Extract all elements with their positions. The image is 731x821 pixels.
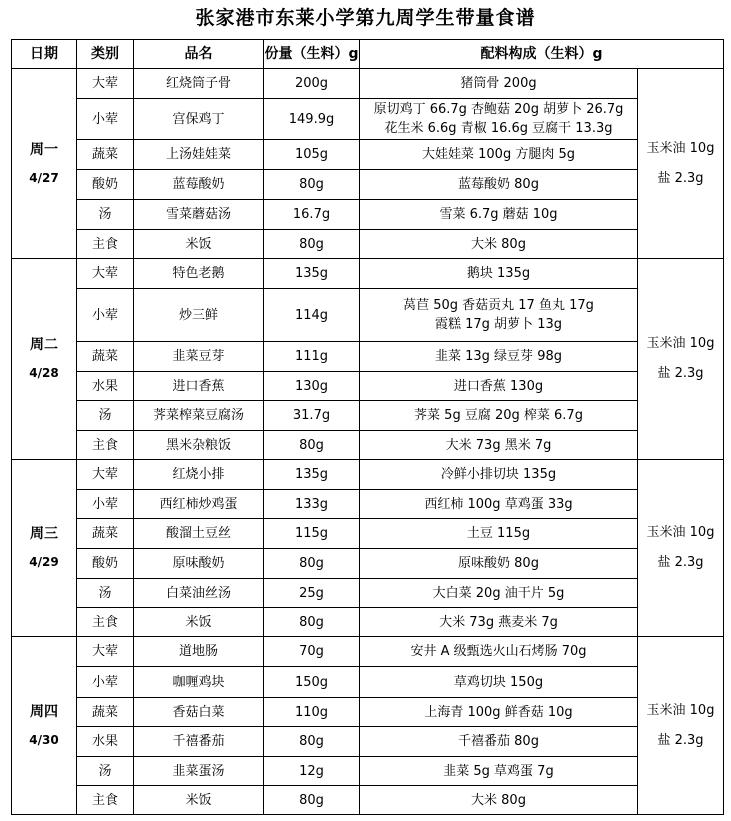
ingredients-cell: [360, 99, 638, 140]
portion-cell: 200g: [264, 69, 360, 99]
ingredients-cell: [360, 372, 638, 401]
category-cell: 酸奶: [77, 170, 134, 200]
table-row: [12, 786, 724, 815]
table-row: [12, 727, 724, 757]
day-name: 周一: [30, 141, 58, 158]
category-cell: 大荤: [77, 69, 134, 99]
ingredients-cell: [360, 667, 638, 698]
table-row: [12, 431, 724, 460]
day-name: 周四: [30, 703, 58, 720]
portion-cell: 80g: [264, 170, 360, 200]
category-cell: 酸奶: [77, 549, 134, 579]
ingredient-line: 土豆 115g: [466, 526, 531, 541]
ingredient-line: 大白菜 20g 油干片 5g: [432, 585, 565, 601]
category-cell: 主食: [77, 230, 134, 259]
table-row: [12, 579, 724, 608]
dish-cell: 红烧小排: [134, 460, 264, 490]
portion-cell: 135g: [264, 259, 360, 289]
seasoning-cell: [638, 460, 724, 637]
portion-cell: 80g: [264, 431, 360, 460]
portion-cell: 80g: [264, 230, 360, 259]
category-cell: 蔬菜: [77, 698, 134, 727]
header-date: 日期: [12, 40, 77, 69]
ingredient-line: 莴苣 50g 香菇贡丸 17 鱼丸 17g: [403, 298, 594, 313]
category-cell: 汤: [77, 401, 134, 431]
ingredients-cell: [360, 170, 638, 200]
ingredients-cell: [360, 401, 638, 431]
ingredient-line: 安井 A 级甄选火山石烤肠 70g: [410, 644, 587, 659]
table-row: [12, 289, 724, 342]
salt-amount: 盐 2.3g: [657, 170, 704, 186]
ingredient-line: 霞糕 17g 胡萝卜 13g: [435, 317, 562, 332]
category-cell: 蔬菜: [77, 140, 134, 170]
table-row: [12, 608, 724, 637]
ingredient-line: 原切鸡丁 66.7g 杏鲍菇 20g 胡萝卜 26.7g: [373, 102, 624, 117]
portion-cell: 115g: [264, 519, 360, 549]
category-cell: 小荤: [77, 490, 134, 519]
ingredients-cell: [360, 786, 638, 815]
dish-cell: 米饭: [134, 608, 264, 637]
ingredients-cell: [360, 727, 638, 757]
ingredient-line: 大娃娃菜 100g 方腿肉 5g: [422, 147, 575, 162]
category-cell: 主食: [77, 431, 134, 460]
category-cell: 汤: [77, 579, 134, 608]
salt-amount: 盐 2.3g: [657, 366, 704, 381]
dish-cell: 白菜油丝汤: [134, 579, 264, 608]
category-cell: 主食: [77, 786, 134, 815]
oil-amount: 玉米油 10g: [646, 336, 715, 351]
table-row: [12, 757, 724, 786]
ingredient-line: 草鸡切块 150g: [453, 674, 544, 690]
category-cell: 蔬菜: [77, 342, 134, 372]
portion-cell: 105g: [264, 140, 360, 170]
table-row: [12, 490, 724, 519]
table-row: [12, 230, 724, 259]
portion-cell: 150g: [264, 667, 360, 698]
ingredient-line: 进口香蕉 130g: [453, 378, 544, 394]
ingredients-cell: [360, 431, 638, 460]
portion-cell: 80g: [264, 727, 360, 757]
dish-cell: 荠菜榨菜豆腐汤: [134, 401, 264, 431]
ingredient-line: 大米 80g: [471, 792, 526, 808]
ingredient-line: 荠菜 5g 豆腐 20g 榨菜 6.7g: [414, 408, 583, 423]
portion-cell: 111g: [264, 342, 360, 372]
day-cell: [12, 69, 77, 259]
portion-cell: 80g: [264, 786, 360, 815]
dish-cell: 咖喱鸡块: [134, 667, 264, 698]
dish-cell: 千禧番茄: [134, 727, 264, 757]
table-row: [12, 667, 724, 698]
ingredients-cell: [360, 140, 638, 170]
seasoning-cell: [638, 259, 724, 460]
portion-cell: 16.7g: [264, 200, 360, 230]
ingredients-cell: [360, 549, 638, 579]
portion-cell: 12g: [264, 757, 360, 786]
ingredients-cell: [360, 579, 638, 608]
category-cell: 主食: [77, 608, 134, 637]
table-row: [12, 99, 724, 140]
header-dish: 品名: [134, 40, 264, 69]
day-name: 周三: [30, 526, 58, 542]
ingredients-cell: [360, 342, 638, 372]
oil-amount: 玉米油 10g: [646, 140, 715, 156]
ingredient-line: 花生米 6.6g 青椒 16.6g 豆腐干 13.3g: [384, 121, 613, 136]
dish-cell: 特色老鹅: [134, 259, 264, 289]
category-cell: 蔬菜: [77, 519, 134, 549]
ingredient-line: 冷鲜小排切块 135g: [440, 467, 557, 482]
dish-cell: 炒三鲜: [134, 289, 264, 342]
seasoning-cell: [638, 637, 724, 815]
ingredients-cell: [360, 289, 638, 342]
category-cell: 大荤: [77, 460, 134, 490]
table-row: [12, 140, 724, 170]
dish-cell: 米饭: [134, 786, 264, 815]
ingredients-cell: [360, 608, 638, 637]
dish-cell: 米饭: [134, 230, 264, 259]
dish-cell: 酸溜土豆丝: [134, 519, 264, 549]
ingredients-cell: [360, 698, 638, 727]
portion-cell: 70g: [264, 637, 360, 667]
seasoning-cell: [638, 69, 724, 259]
ingredients-cell: [360, 230, 638, 259]
portion-cell: 80g: [264, 608, 360, 637]
header-category: 类别: [77, 40, 134, 69]
dish-cell: 黑米杂粮饭: [134, 431, 264, 460]
dish-cell: 道地肠: [134, 637, 264, 667]
header-row: [12, 40, 724, 69]
ingredient-line: 大米 80g: [471, 236, 526, 252]
ingredient-line: 西红柿 100g 草鸡蛋 33g: [424, 496, 573, 512]
table-row: [12, 69, 724, 99]
table-row: [12, 637, 724, 667]
salt-amount: 盐 2.3g: [657, 732, 704, 748]
ingredients-cell: [360, 637, 638, 667]
category-cell: 水果: [77, 727, 134, 757]
dish-cell: 原味酸奶: [134, 549, 264, 579]
dish-cell: 韭菜蛋汤: [134, 757, 264, 786]
category-cell: 大荤: [77, 259, 134, 289]
dish-cell: 蓝莓酸奶: [134, 170, 264, 200]
portion-cell: 149.9g: [264, 99, 360, 140]
day-date: 4/29: [29, 555, 59, 569]
day-name: 周二: [30, 337, 58, 353]
ingredient-line: 韭菜 5g 草鸡蛋 7g: [443, 763, 554, 779]
ingredient-line: 大米 73g 黑米 7g: [445, 437, 552, 453]
table-row: [12, 401, 724, 431]
ingredients-cell: [360, 490, 638, 519]
category-cell: 小荤: [77, 99, 134, 140]
portion-cell: 133g: [264, 490, 360, 519]
day-date: 4/27: [29, 170, 59, 185]
table-row: [12, 170, 724, 200]
day-cell: [12, 637, 77, 815]
ingredients-cell: [360, 69, 638, 99]
portion-cell: 31.7g: [264, 401, 360, 431]
dish-cell: 宫保鸡丁: [134, 99, 264, 140]
day-cell: [12, 460, 77, 637]
category-cell: 小荤: [77, 289, 134, 342]
table-row: [12, 698, 724, 727]
category-cell: 汤: [77, 757, 134, 786]
page-title: 张家港市东莱小学第九周学生带量食谱: [195, 7, 536, 29]
category-cell: 汤: [77, 200, 134, 230]
ingredient-line: 大米 73g 燕麦米 7g: [439, 614, 558, 630]
portion-cell: 130g: [264, 372, 360, 401]
day-date: 4/28: [29, 366, 59, 380]
table-row: [12, 460, 724, 490]
dish-cell: 西红柿炒鸡蛋: [134, 490, 264, 519]
portion-cell: 135g: [264, 460, 360, 490]
ingredients-cell: [360, 460, 638, 490]
dish-cell: 香菇白菜: [134, 698, 264, 727]
category-cell: 水果: [77, 372, 134, 401]
table-row: [12, 372, 724, 401]
table-row: [12, 342, 724, 372]
dish-cell: 雪菜蘑菇汤: [134, 200, 264, 230]
ingredient-line: 千禧番茄 80g: [458, 734, 539, 749]
category-cell: 大荤: [77, 637, 134, 667]
ingredient-line: 韭菜 13g 绿豆芽 98g: [435, 349, 562, 364]
menu-table: [11, 39, 724, 815]
header-portion: 份量（生料）g: [264, 40, 360, 69]
dish-cell: 红烧筒子骨: [134, 69, 264, 99]
table-row: [12, 549, 724, 579]
dish-cell: 韭菜豆芽: [134, 342, 264, 372]
day-cell: [12, 259, 77, 460]
oil-amount: 玉米油 10g: [646, 702, 715, 718]
table-row: [12, 259, 724, 289]
ingredients-cell: [360, 757, 638, 786]
dish-cell: 上汤娃娃菜: [134, 140, 264, 170]
ingredient-line: 猪筒骨 200g: [460, 76, 537, 91]
ingredient-line: 蓝莓酸奶 80g: [458, 177, 539, 192]
ingredients-cell: [360, 259, 638, 289]
dish-cell: 进口香蕉: [134, 372, 264, 401]
salt-amount: 盐 2.3g: [657, 555, 704, 570]
ingredient-line: 上海青 100g 鲜香菇 10g: [424, 704, 573, 720]
table-row: [12, 519, 724, 549]
oil-amount: 玉米油 10g: [646, 525, 715, 540]
ingredients-cell: [360, 200, 638, 230]
portion-cell: 25g: [264, 579, 360, 608]
ingredient-line: 鹅块 135g: [466, 266, 531, 281]
ingredient-line: 雪菜 6.7g 蘑菇 10g: [439, 207, 558, 222]
category-cell: 小荤: [77, 667, 134, 698]
table-row: [12, 200, 724, 230]
header-ingredients: 配料构成（生料）g: [360, 40, 724, 69]
ingredients-cell: [360, 519, 638, 549]
day-date: 4/30: [29, 732, 59, 747]
ingredient-line: 原味酸奶 80g: [458, 556, 539, 571]
portion-cell: 110g: [264, 698, 360, 727]
portion-cell: 80g: [264, 549, 360, 579]
portion-cell: 114g: [264, 289, 360, 342]
